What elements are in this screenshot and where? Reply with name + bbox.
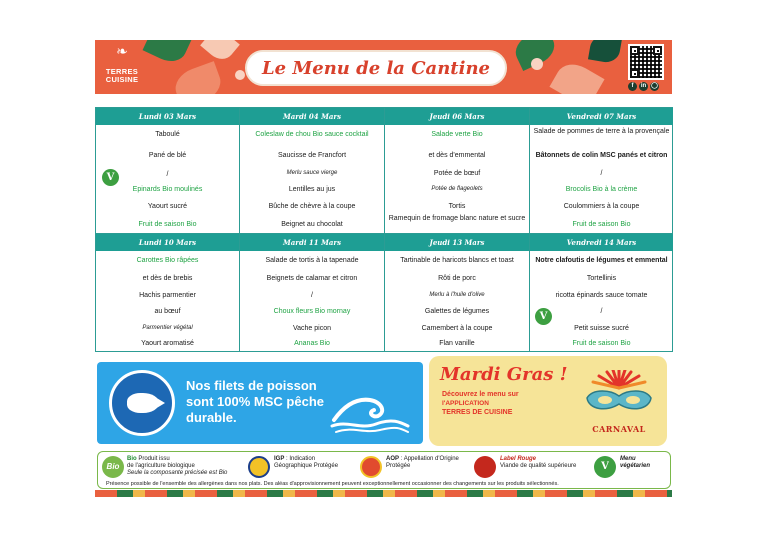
menu-item: Merlu à l'huile d'olive — [429, 292, 485, 298]
social-links — [628, 82, 659, 91]
header-banner — [95, 40, 672, 94]
menu-item: Beignets de calamar et citron — [266, 275, 358, 282]
week-2 — [96, 234, 672, 352]
legend-vegetarian: Menu végétarien — [620, 456, 651, 469]
menu-item: Bâtonnets de colin MSC panés et citron — [535, 152, 668, 159]
menu-item: Tortis — [448, 203, 466, 210]
facebook-icon[interactable]: f — [628, 82, 637, 91]
day-column — [530, 234, 673, 352]
day-header: Vendredi 14 Mars — [530, 234, 673, 251]
menu-item: Brocolis Bio à la crème — [565, 186, 638, 193]
menu-item: Lentilles au jus — [288, 186, 336, 193]
day-column — [385, 234, 530, 352]
menu-item: Fruit de saison Bio — [572, 221, 631, 228]
leaf-decoration — [143, 40, 192, 67]
day-column — [385, 108, 530, 233]
day-column — [240, 108, 385, 233]
legend-igp: IGP : Indication Géographique Protégée — [274, 456, 339, 469]
msc-fish-panel — [97, 362, 423, 444]
menu-item: au bœuf — [154, 308, 181, 315]
menu-item: et dès d'emmental — [428, 152, 486, 159]
linkedin-icon[interactable]: in — [640, 83, 647, 89]
menu-item: Tortellinis — [586, 275, 617, 282]
leaf-decoration — [588, 40, 622, 64]
bird-icon: ❧ — [116, 43, 128, 59]
day-header: Vendredi 07 Mars — [530, 108, 673, 125]
terres-de-cuisine-logo — [101, 44, 143, 90]
week-1 — [96, 108, 672, 234]
day-column — [240, 234, 385, 352]
menu-item: Ramequin de fromage blanc nature et sucre — [388, 215, 526, 222]
menu-item: / — [600, 308, 603, 315]
aop-seal-icon — [360, 456, 382, 478]
menu-item: Flan vanille — [439, 340, 475, 347]
menu-item: Vache picon — [292, 325, 331, 332]
igp-seal-icon — [248, 456, 270, 478]
allergen-note: Présence possible de l'ensemble des allergènes dans nos plats. Des aléas d'approvisionnement peuvent exceptionnellement occasionner des changements sur les produits sélectionnés. — [106, 481, 559, 487]
legend-bio: Bio Produit issu de l'agriculture biologique Seule la composante précisée est Bio — [127, 456, 228, 476]
qr-code-pattern — [630, 46, 662, 78]
menu-item: Potée de flageolets — [431, 186, 483, 192]
label-rouge-icon — [474, 456, 496, 478]
menu-item: Taboulé — [155, 131, 180, 138]
leaf-decoration — [549, 57, 604, 94]
menu-item: Rôti de porc — [438, 275, 476, 282]
menu-item: / — [600, 170, 603, 177]
menu-item: Potée de bœuf — [433, 170, 481, 177]
mardi-gras-text: Découvrez le menu sur l'APPLICATION TERRES DE CUISINE — [442, 391, 519, 416]
radish-decoration — [531, 58, 543, 70]
menu-item: Coulommiers à la coupe — [563, 203, 640, 210]
legend-label-rouge: Label Rouge Viande de qualité supérieure — [500, 456, 577, 469]
leaf-decoration — [171, 61, 226, 94]
menu-item: Galettes de légumes — [424, 308, 490, 315]
menu-item: Fruit de saison Bio — [572, 340, 631, 347]
menu-item: Choux fleurs Bio mornay — [273, 308, 351, 315]
menu-item: Coleslaw de chou Bio sauce cocktail — [255, 131, 369, 138]
vegetarian-badge: V — [535, 308, 552, 325]
legend-aop: AOP : Appellation d'Origine Protégée — [386, 456, 459, 469]
menu-item: Saucisse de Francfort — [277, 152, 347, 159]
carnaval-label: CARNAVAL — [592, 424, 646, 434]
bio-leaf-icon: Bio — [102, 456, 124, 478]
brand-name: TERRES CUISINE — [105, 67, 139, 84]
vegetarian-badge: V — [102, 169, 119, 186]
menu-item: Ananas Bio — [294, 340, 330, 347]
title-pill — [245, 50, 507, 86]
day-header: Lundi 03 Mars — [96, 108, 239, 125]
menu-item: Tartinable de haricots blancs et toast — [400, 257, 514, 264]
menu-item: Bûche de chèvre à la coupe — [268, 203, 356, 210]
day-column — [96, 234, 240, 352]
day-header: Mardi 11 Mars — [240, 234, 384, 251]
leaf-decoration — [200, 40, 240, 65]
menu-item: Salade de pommes de terre à la provençale — [533, 128, 670, 135]
menu-item: Camembert à la coupe — [421, 325, 493, 332]
menu-item: Salade de tortis à la tapenade — [265, 257, 359, 264]
carnival-mask-icon — [579, 370, 659, 420]
menu-item: Carottes Bio râpées — [136, 257, 199, 264]
qr-code[interactable] — [628, 44, 664, 80]
instagram-icon[interactable]: ◯ — [651, 83, 658, 89]
menu-item: Epinards Bio moulinés — [132, 186, 203, 193]
menu-item: Salade verte Bio — [431, 131, 483, 138]
menu-item: Yaourt sucré — [147, 203, 188, 210]
menu-item: Merlu sauce vierge — [286, 170, 338, 176]
day-header: Lundi 10 Mars — [96, 234, 239, 251]
menu-item: Fruit de saison Bio — [138, 221, 197, 228]
menu-item: Hachis parmentier — [139, 292, 196, 299]
legend-box — [97, 451, 671, 489]
weekly-menu-table — [95, 107, 673, 352]
menu-item: / — [311, 292, 313, 299]
menu-item: / — [166, 171, 169, 178]
menu-item: Parmentier végétal — [142, 325, 193, 331]
day-header: Jeudi 13 Mars — [385, 234, 529, 251]
menu-item: Petit suisse sucré — [574, 325, 629, 332]
mardi-gras-title: Mardi Gras ! — [440, 364, 568, 385]
menu-item: Pané de blé — [148, 152, 187, 159]
vegetarian-icon: V — [594, 456, 616, 478]
page-title: Le Menu de la Cantine — [261, 58, 491, 79]
day-column — [530, 108, 673, 233]
menu-item: Yaourt aromatisé — [141, 340, 194, 347]
day-header: Jeudi 06 Mars — [385, 108, 529, 125]
day-header: Mardi 04 Mars — [240, 108, 384, 125]
menu-item: ricotta épinards sauce tomate — [555, 292, 648, 299]
footer-decoration — [95, 490, 672, 497]
menu-item: Notre clafoutis de légumes et emmental — [535, 257, 668, 264]
menu-item: Beignet au chocolat — [281, 221, 343, 228]
radish-decoration — [235, 70, 245, 80]
mardi-gras-panel[interactable] — [429, 356, 667, 446]
menu-item: et dès de brebis — [142, 275, 193, 282]
msc-logo — [109, 370, 175, 436]
msc-message: Nos filets de poisson sont 100% MSC pêche durable. — [186, 378, 324, 425]
day-column — [96, 108, 240, 233]
wave-icon — [330, 386, 410, 434]
